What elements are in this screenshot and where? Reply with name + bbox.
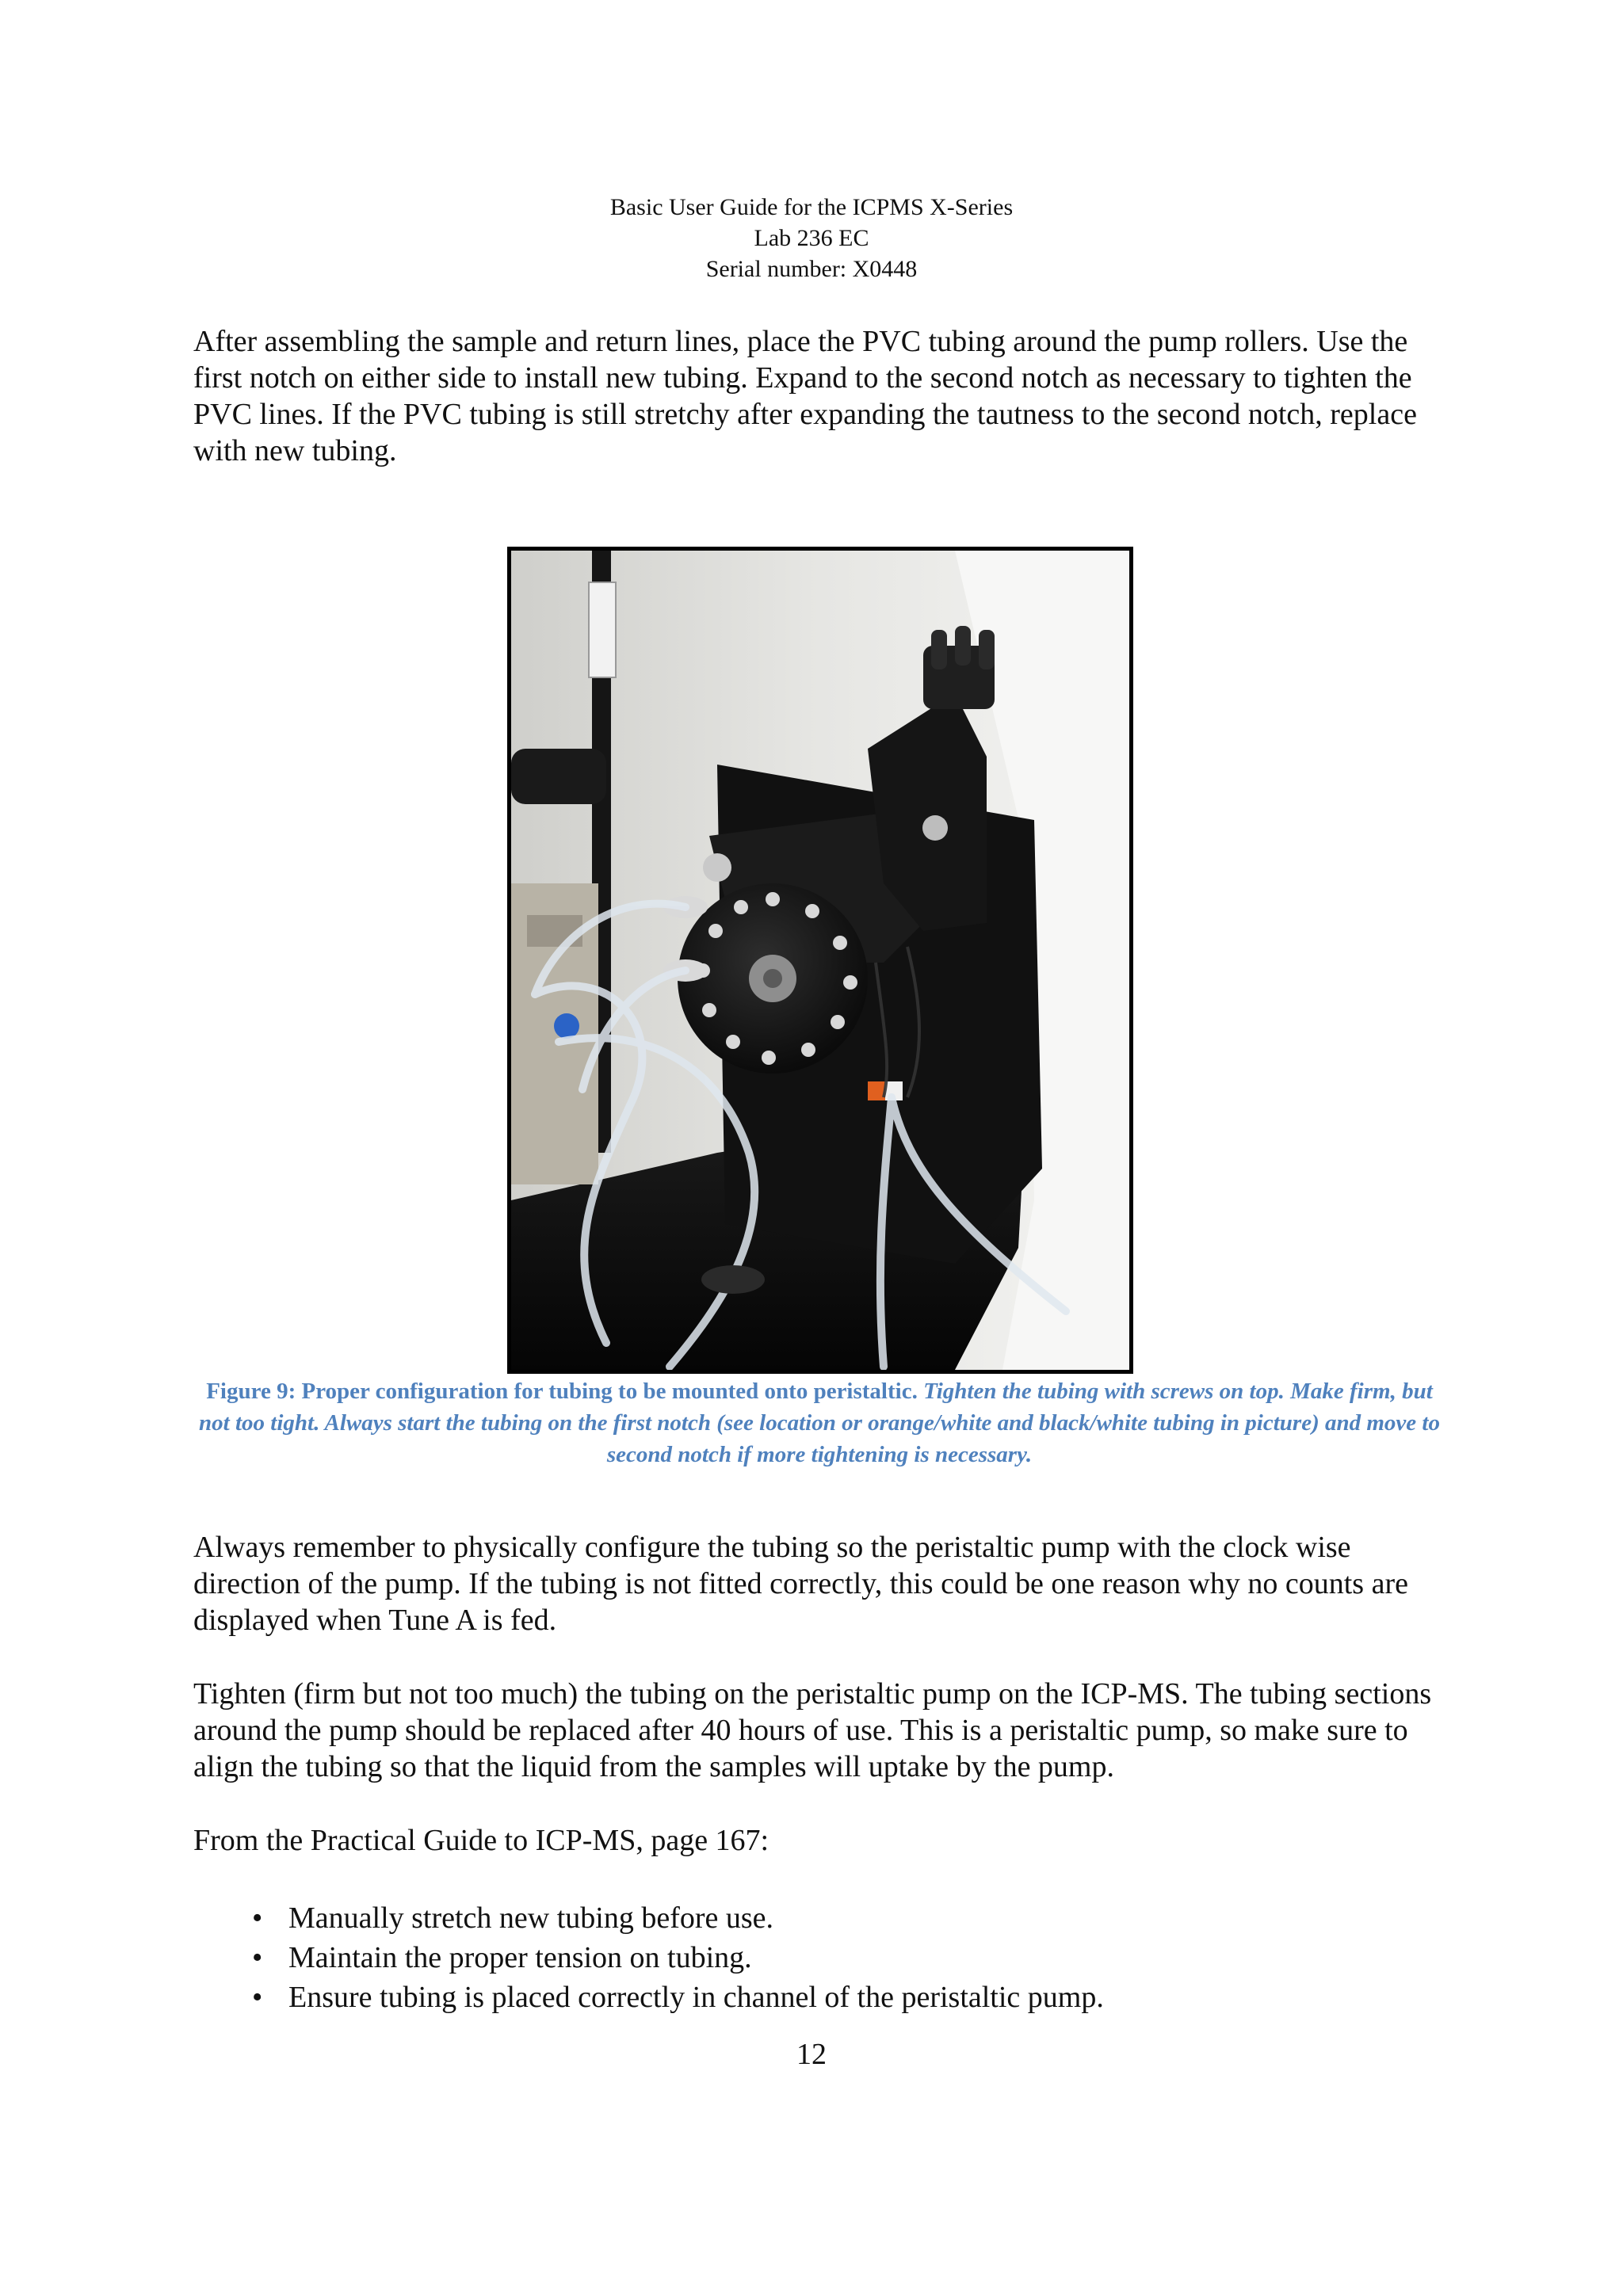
intro-paragraph: After assembling the sample and return lines, place the PVC tubing around the pump rollers. Use the first notch on either side to install new tubing. Expand to the second notch as necessary to tighten the PVC lines. If the PVC tubing is still stretchy after expanding the tautness to the second notch, replace with new tubing. — [193, 325, 1417, 467]
page-number: 12 — [796, 2038, 827, 2071]
list-item-text: Manually stretch new tubing before use. — [288, 1901, 774, 1935]
reference-paragraph: From the Practical Guide to ICP-MS, page 167: — [193, 1824, 769, 1857]
list-item — [193, 1938, 1445, 1978]
header-lab: Lab 236 EC — [754, 225, 869, 251]
header-title: Basic User Guide for the ICPMS X-Series — [609, 194, 1014, 220]
list-item — [193, 1898, 1445, 1938]
list-item — [193, 1978, 1445, 2017]
page-header — [0, 192, 1623, 284]
header-serial: Serial number: X0448 — [705, 256, 918, 282]
list-item-text: Ensure tubing is placed correctly in channel of the peristaltic pump. — [288, 1981, 1104, 2014]
tips-list — [193, 1898, 1445, 2017]
direction-paragraph: Always remember to physically configure the tubing so the peristaltic pump with the clock wise direction of the pump. If the tubing is not fitted correctly, this could be one reason why no counts are displayed when Tune A is fed. — [193, 1531, 1408, 1637]
list-item-text: Maintain the proper tension on tubing. — [288, 1941, 752, 1974]
tighten-paragraph: Tighten (firm but not too much) the tubing on the peristaltic pump on the ICP-MS. The tubing sections around the pump should be replaced after 40 hours of use. This is a peristaltic pump, so make sure to align the tubing so that the liquid from the samples will uptake by the pump. — [193, 1677, 1432, 1783]
bullet-icon: • — [252, 1901, 263, 1935]
pump-photo — [507, 547, 1133, 1374]
peristaltic-pump-image — [511, 551, 1129, 1370]
figure-caption — [193, 1375, 1445, 1470]
bullet-icon: • — [252, 1941, 263, 1974]
caption-detail: Tighten the tubing with screws on top. Make firm, but not too tight. Always start the tubing on the first notch (see location or orange/white and black/white tubing in picture) and move to second notch if more tightening is necessary. — [199, 1379, 1440, 1467]
bullet-icon: • — [252, 1981, 263, 2014]
caption-label: Figure 9: Proper configuration for tubing to be mounted onto peristaltic. — [206, 1379, 924, 1404]
